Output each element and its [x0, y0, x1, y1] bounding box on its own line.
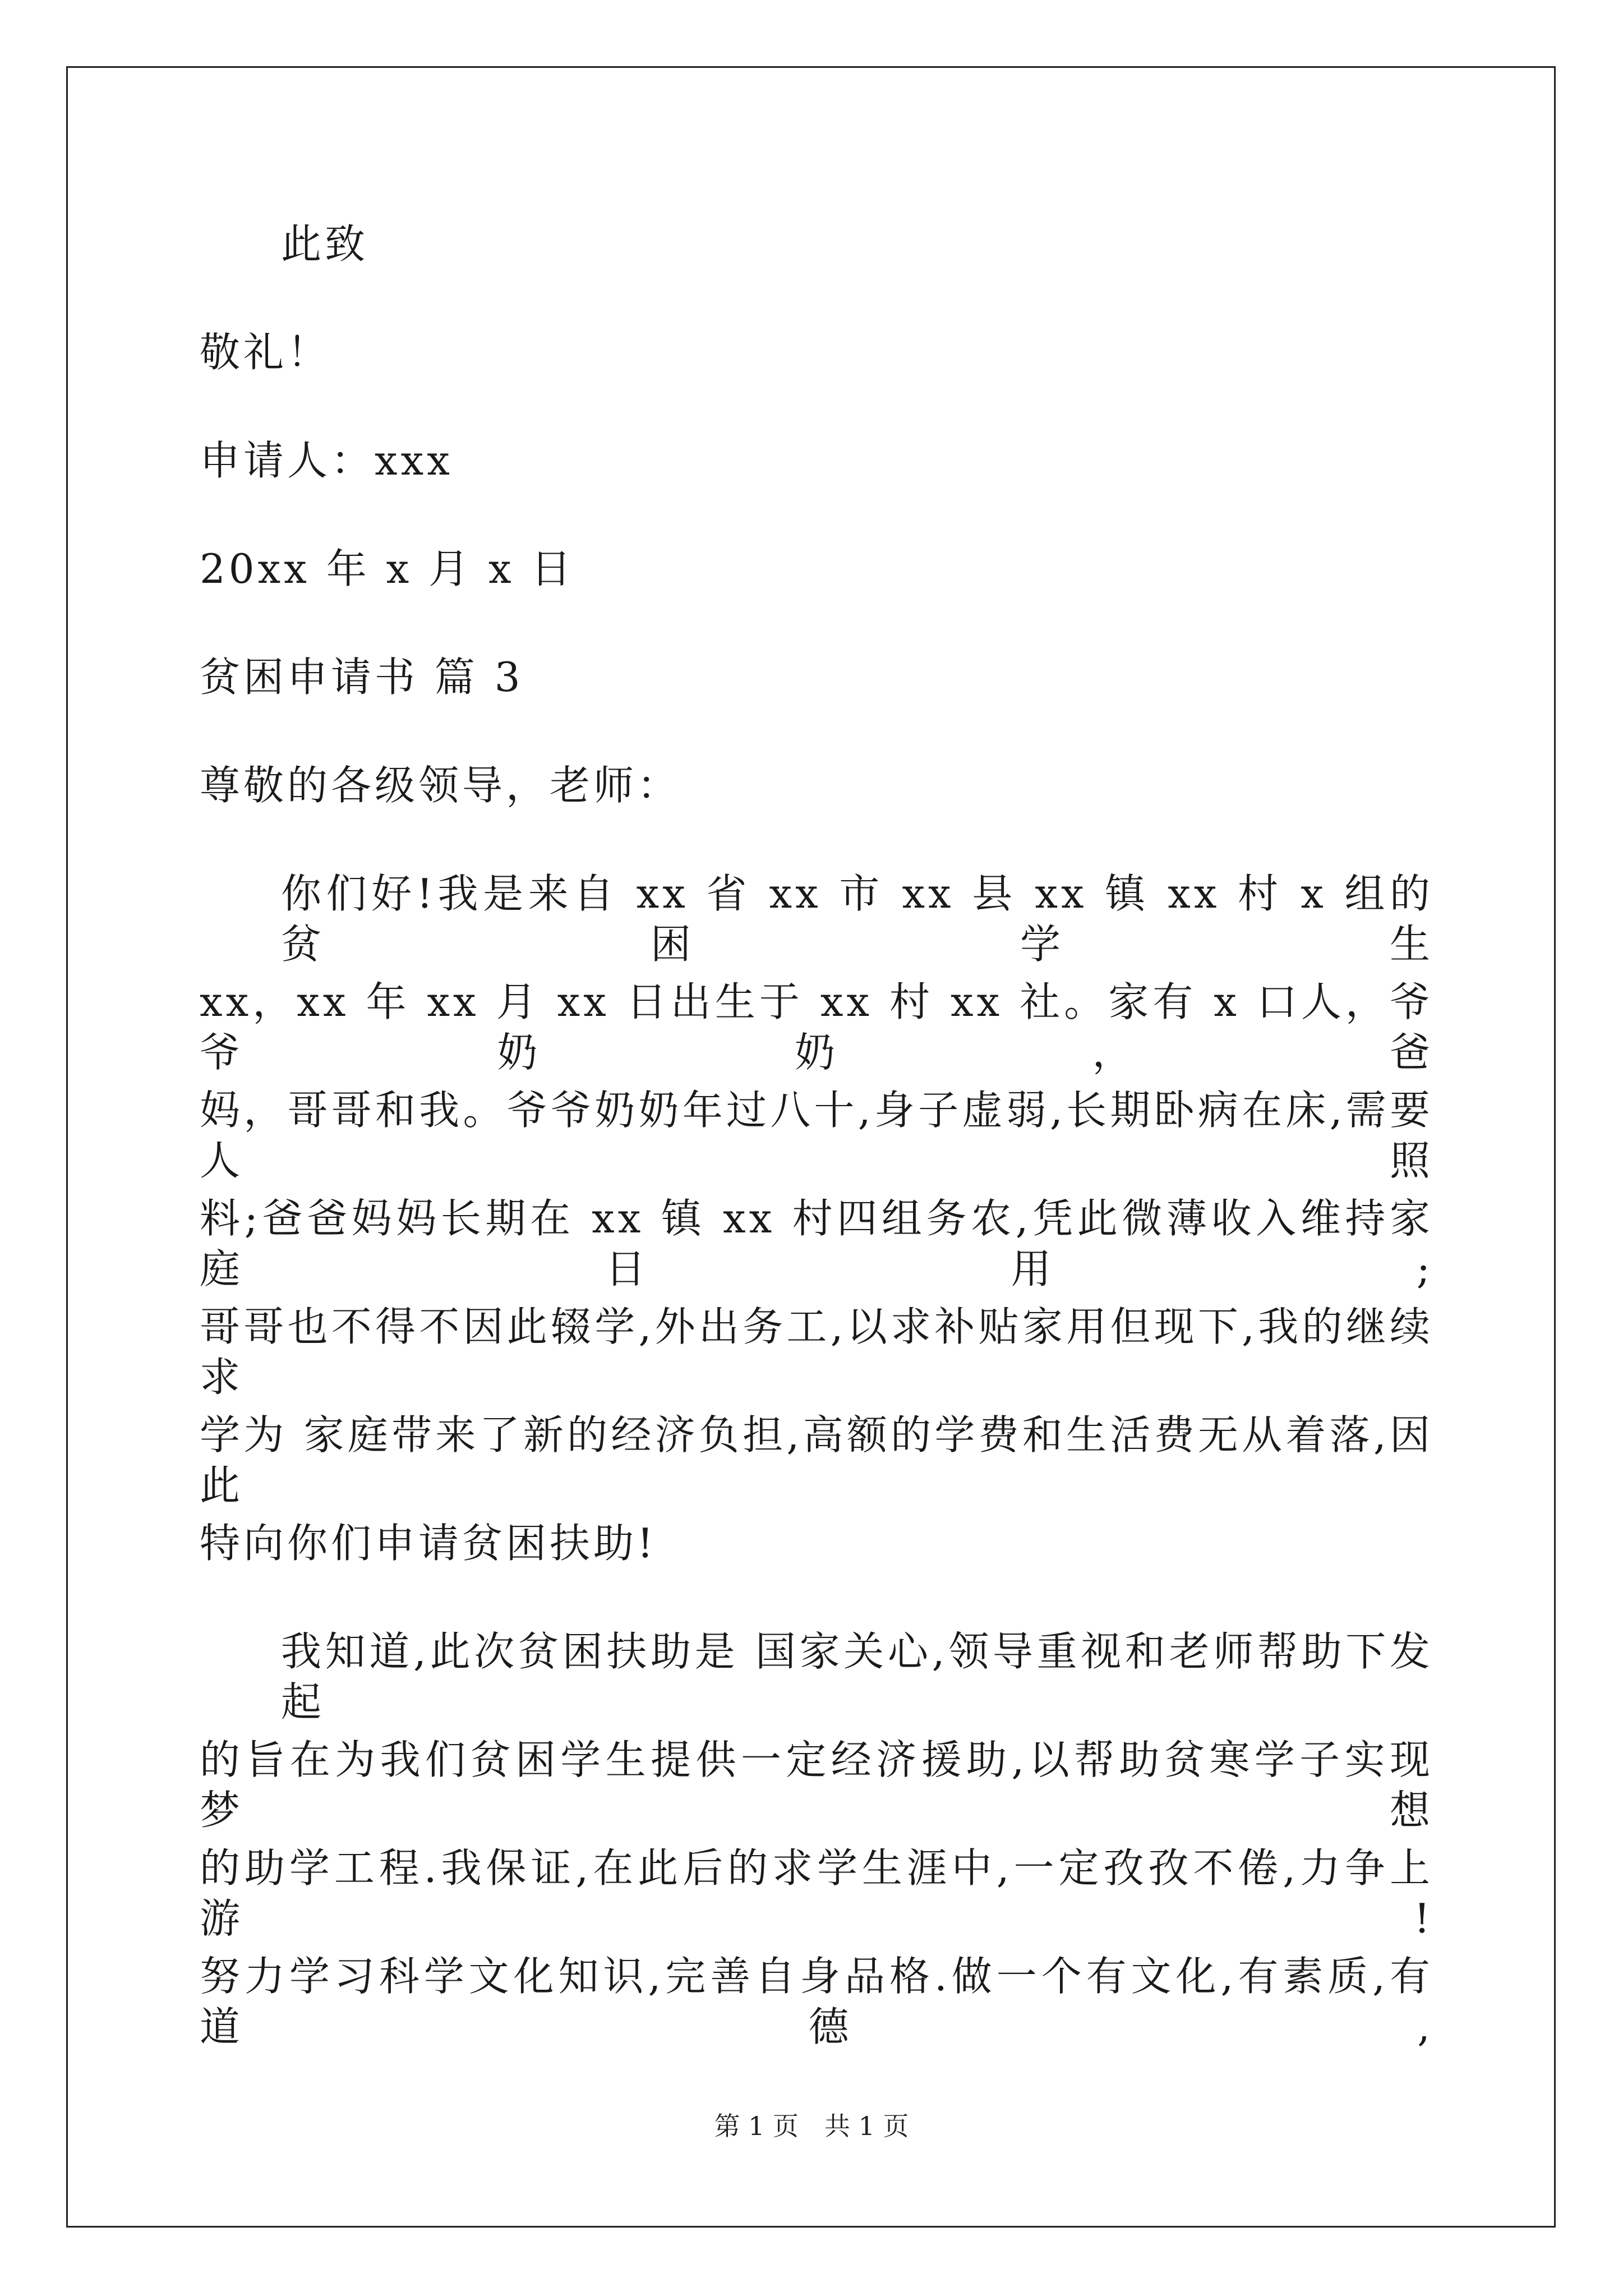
paragraph1-line: 特向你们申请贫困扶助!: [200, 1520, 657, 1567]
applicant-line: 申请人：xxx: [200, 437, 453, 484]
paragraph1-line: 你们好!我是来自 xx 省 xx 市 xx 县 xx 镇 xx 村 x 组的贫困学生: [281, 870, 1433, 968]
paragraph2-line: 的助学工程.我保证,在此后的求学生涯中,一定孜孜不倦,力争上游!: [200, 1844, 1433, 1942]
section-title: 贫困申请书 篇 3: [200, 654, 524, 701]
closing-line: 此致: [281, 220, 369, 268]
page-footer: 第 1 页 共 1 页: [714, 2111, 909, 2141]
paragraph1-line: 妈，哥哥和我。爷爷奶奶年过八十,身子虚弱,长期卧病在床,需要人照: [200, 1087, 1433, 1184]
paragraph1-line: xx，xx 年 xx 月 xx 日出生于 xx 村 xx 社。家有 x 口人，爷爷奶奶，爸: [200, 978, 1433, 1076]
paragraph1-line: 哥哥也不得不因此辍学,外出务工,以求补贴家用但现下,我的继续求: [200, 1303, 1433, 1401]
greeting-line: 尊敬的各级领导，老师：: [200, 762, 681, 809]
paragraph2-line: 我知道,此次贫困扶助是 国家关心,领导重视和老师帮助下发起: [281, 1628, 1433, 1726]
paragraph2-line: 的旨在为我们贫困学生提供一定经济援助,以帮助贫寒学子实现梦想: [200, 1736, 1433, 1834]
paragraph2-line: 努力学习科学文化知识,完善自身品格.做一个有文化,有素质,有道德,: [200, 1953, 1433, 2050]
paragraph1-line: 学为 家庭带来了新的经济负担,高额的学费和生活费无从着落,因此: [200, 1411, 1433, 1509]
paragraph1-line: 料;爸爸妈妈长期在 xx 镇 xx 村四组务农,凭此微薄收入维持家庭日用;: [200, 1195, 1433, 1292]
date-line: 20xx 年 x 月 x 日: [200, 545, 575, 592]
salutation-end-line: 敬礼！: [200, 329, 331, 376]
